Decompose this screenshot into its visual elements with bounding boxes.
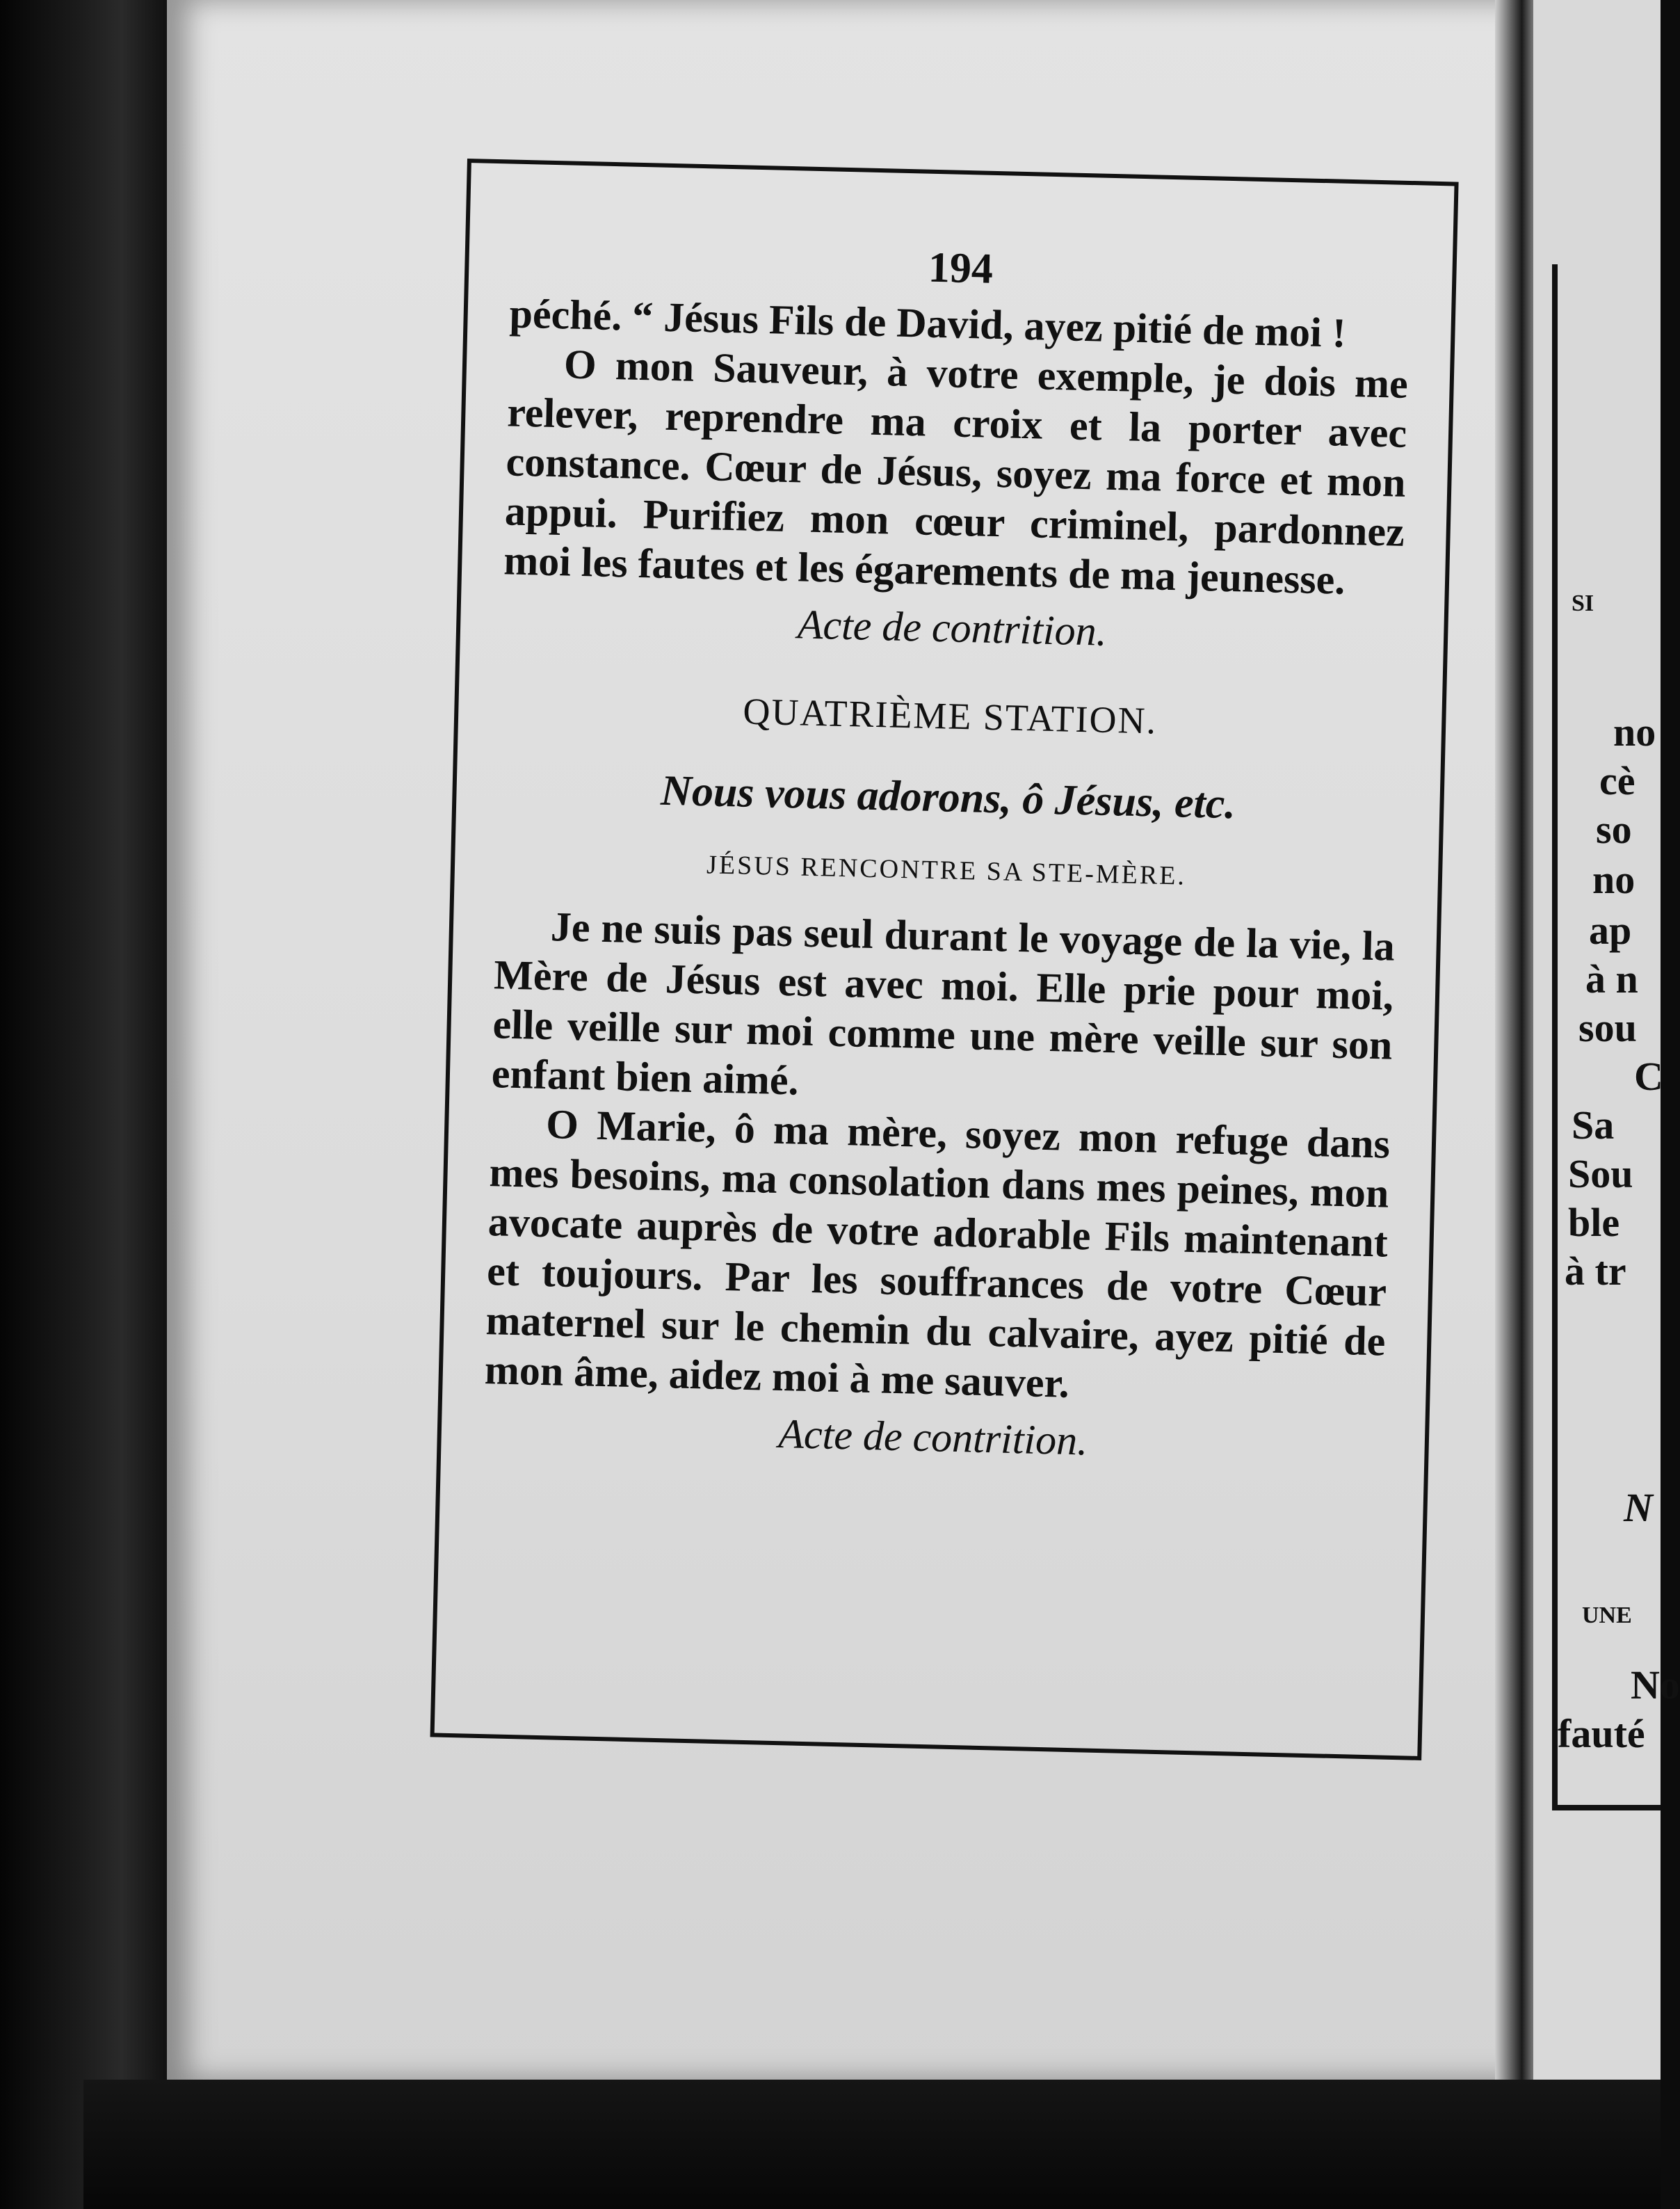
fragment: Sa <box>1572 1102 1615 1148</box>
prayer-line: Nous vous adorons, ô Jésus, etc. <box>660 766 1236 828</box>
right-page-text-fragments <box>1547 0 1680 2209</box>
act-of-contrition: Acte de contrition. <box>797 601 1108 654</box>
book-binding <box>0 0 174 2209</box>
fragment: no <box>1613 709 1656 755</box>
fragment: so <box>1596 807 1632 852</box>
fragment: C <box>1634 1054 1663 1099</box>
paragraph: péché. “ Jésus Fils de David, ayez pitié de moi ! <box>508 290 1347 356</box>
fragment: N <box>1624 1485 1653 1530</box>
station-subtitle: JÉSUS RENCONTRE SA STE-MÈRE. <box>706 850 1187 891</box>
act-of-contrition: Acte de contrition. <box>777 1411 1089 1464</box>
fragment: No <box>1631 1662 1680 1708</box>
fragment: no <box>1592 857 1635 902</box>
paragraph: O Marie, ô ma mère, soyez mon refuge dans mes besoins, ma consolation dans mes peines, mon avocate auprès de votre adorable Fils maintenant et toujours. Par les souffrances de votre Cœur maternel sur le chemin du calvaire, ayez pitié de mon âme, aidez moi à me sauver. <box>484 1101 1391 1406</box>
fragment: Sou <box>1568 1151 1633 1196</box>
fragment: ble <box>1568 1200 1620 1245</box>
fragment: SI <box>1572 591 1594 616</box>
fragment: fauté <box>1558 1711 1645 1756</box>
fragment: sou <box>1578 1005 1637 1050</box>
fragment: UNE <box>1582 1602 1632 1628</box>
paragraph: Je ne suis pas seul durant le voyage de la vie, la Mère de Jésus est avec moi. Elle prie pour moi, elle veille sur moi comme une mère veille sur son enfant bien aimé. <box>491 903 1396 1104</box>
page-number: 194 <box>928 243 994 293</box>
fragment: à tr <box>1565 1248 1626 1294</box>
paragraph: O mon Sauveur, à votre exemple, je dois me relever, reprendre ma croix et la porter avec constance. Cœur de Jésus, soyez ma force et mon appui. Purifiez mon cœur criminel, pardonnez moi les fautes et les égarements de ma jeunesse. <box>503 341 1409 603</box>
fragment: ap <box>1589 908 1632 953</box>
station-title: QUATRIÈME STATION. <box>742 690 1158 742</box>
printed-page-frame <box>430 159 1459 1760</box>
bottom-shadow <box>83 2080 1661 2209</box>
fragment: à n <box>1585 956 1638 1002</box>
fragment: cè <box>1599 758 1635 803</box>
